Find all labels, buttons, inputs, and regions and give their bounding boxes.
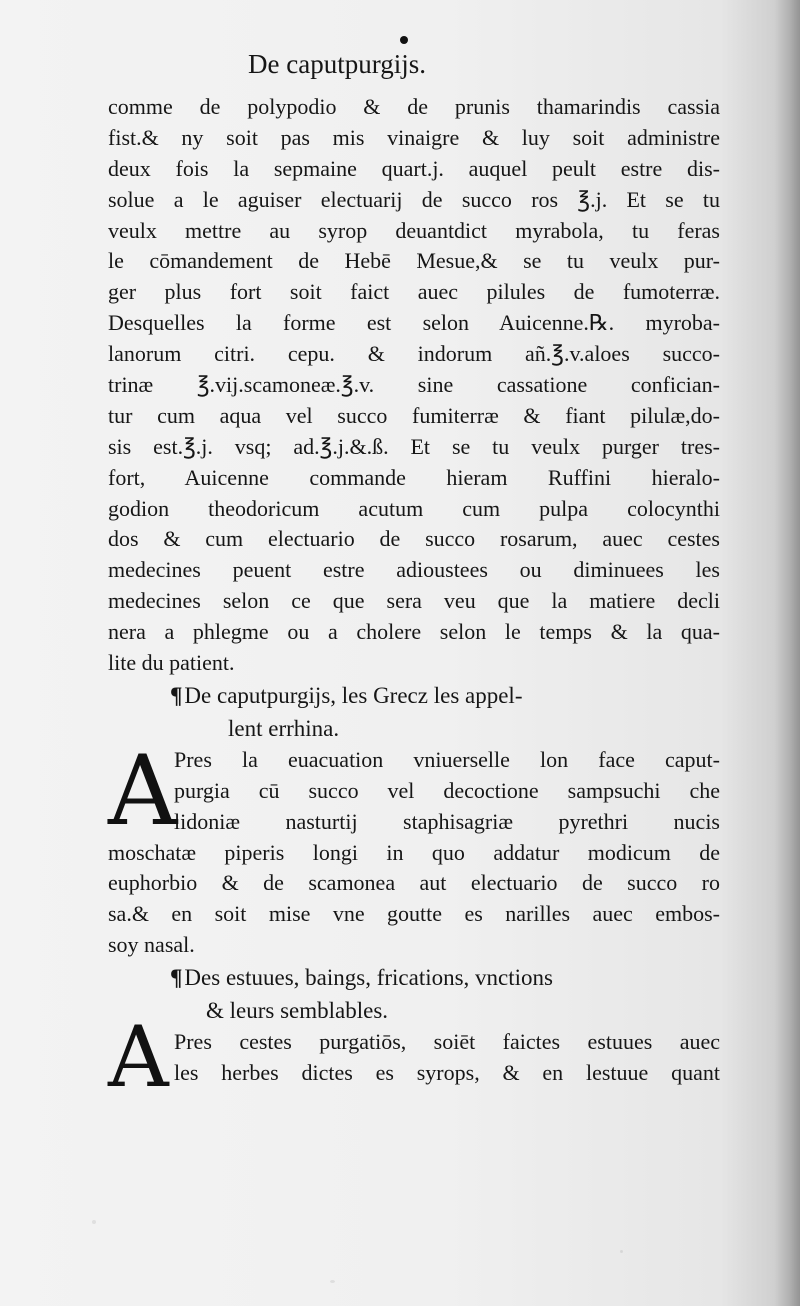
- heading-line: lent errhina.: [228, 715, 340, 741]
- text-line: Pres la euacuation vniuerselle lon face caput-: [174, 746, 720, 772]
- text-line: Desquelles la forme est selon Auicenne.℞. myroba-: [108, 310, 720, 336]
- text-line: tur cum aqua vel succo fumiterræ & fiant pilulæ,do-: [108, 402, 720, 428]
- paragraph-1: [108, 92, 720, 679]
- heading-line: [108, 679, 720, 712]
- heading-text: De caputpurgijs, les Grecz les appel-: [184, 682, 523, 708]
- text-line: sa.& en soit mise vne goutte es narilles auec embos-: [108, 901, 720, 927]
- section-heading-estuues: [108, 961, 720, 1027]
- pilcrow-icon: ¶: [170, 965, 183, 991]
- text-block: [108, 92, 720, 1107]
- section-heading-caputpurgijs: [108, 679, 720, 745]
- text-line: les herbes dictes es syrops, & en lestuue quant: [174, 1060, 720, 1086]
- heading-line: [108, 961, 720, 994]
- page-edge-shadow: [774, 0, 800, 1306]
- text-line: medecines peuent estre adioustees ou diminuees les: [108, 557, 720, 583]
- text-line: comme de polypodio & de prunis thamarindis cassia: [108, 94, 720, 119]
- text-line: sis est.℥.j. vsq; ad.℥.j.&.ß. Et se tu veulx purger tres-: [108, 433, 720, 459]
- text-line: godion theodoricum acutum cum pulpa colocynthi: [108, 495, 720, 521]
- drop-cap: A: [108, 734, 178, 847]
- text-line: le cōmandement de Hebē Mesue,& se tu veulx pur-: [108, 248, 720, 274]
- text-line: trinæ ℥.vij.scamoneæ.℥.v. sine cassatione confician-: [108, 372, 720, 398]
- pilcrow-icon: ¶: [170, 682, 183, 708]
- heading-line: & leurs semblables.: [206, 998, 389, 1024]
- text-line: fort, Auicenne commande hieram Ruffini hieralo-: [108, 464, 720, 490]
- paragraph-2: [108, 734, 720, 961]
- text-line: moschatæ piperis longi in quo addatur modicum de: [108, 839, 720, 865]
- text-line: lite du patient.: [108, 650, 235, 676]
- text-line: lanorum citri. cepu. & indorum añ.℥.v.aloes succo-: [108, 341, 720, 367]
- drop-cap: A: [108, 1008, 169, 1107]
- paper-speck: [620, 1250, 623, 1253]
- text-line: solue a le aguiser electuarij de succo ros ℥.j. Et se tu: [108, 186, 720, 212]
- text-line: purgia cū succo vel decoctione sampsuchi che: [174, 777, 720, 803]
- ink-blot: [400, 36, 408, 44]
- text-line: euphorbio & de scamonea aut electuario de succo ro: [108, 870, 720, 896]
- paper-speck: [330, 1280, 335, 1283]
- heading-text: Des estuues, baings, frications, vnctions: [184, 965, 553, 991]
- text-line: lidoniæ nasturtij staphisagriæ pyrethri nucis: [174, 808, 720, 834]
- text-line: Pres cestes purgatiōs, soiēt faictes estuues auec: [174, 1029, 720, 1055]
- text-line: veulx mettre au syrop deuantdict myrabola, tu feras: [108, 217, 720, 243]
- text-line: ger plus fort soit faict auec pilules de fumoterræ.: [108, 279, 720, 305]
- text-line: dos & cum electuario de succo rosarum, auec cestes: [108, 526, 720, 552]
- text-line: fist.& ny soit pas mis vinaigre & luy soit administre: [108, 124, 720, 150]
- text-line: deux fois la sepmaine quart.j. auquel peult estre dis-: [108, 155, 720, 181]
- paper-speck: [92, 1220, 96, 1224]
- text-line: nera a phlegme ou a cholere selon le temps & la qua-: [108, 619, 720, 645]
- running-head: De caputpurgijs.: [248, 49, 426, 79]
- text-line: soy nasal.: [108, 932, 195, 958]
- text-line: medecines selon ce que sera veu que la matiere decli: [108, 588, 720, 614]
